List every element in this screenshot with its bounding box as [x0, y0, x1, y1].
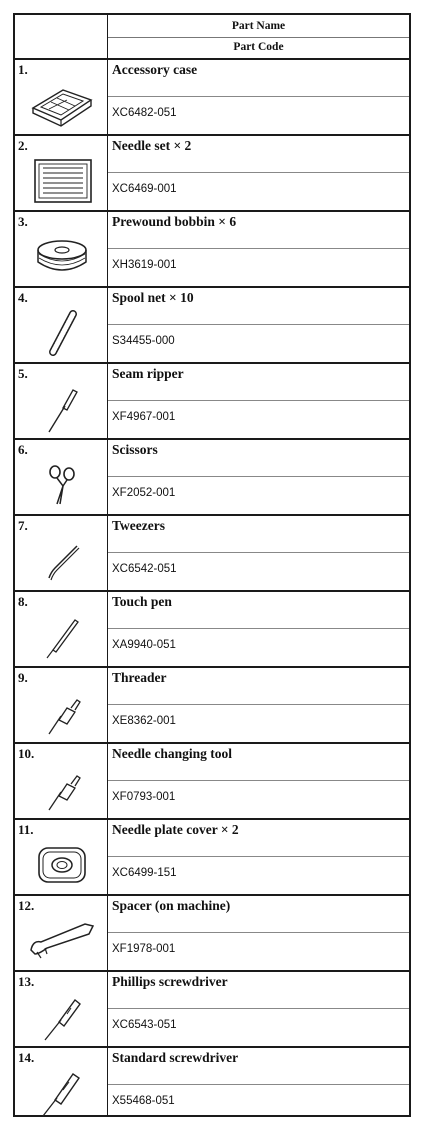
part-code: XC6542-051	[112, 563, 177, 575]
item-number: 10.	[18, 746, 35, 761]
part-code: XC6482-051	[112, 107, 177, 119]
table-row	[15, 60, 409, 136]
image-cell	[15, 896, 108, 970]
image-cell	[15, 440, 108, 514]
table-row	[15, 440, 409, 516]
item-number: 2.	[18, 138, 28, 153]
threader-icon	[27, 686, 97, 738]
needle-set-icon	[27, 154, 97, 206]
table-row	[15, 896, 409, 972]
standard-screwdriver-icon	[27, 1066, 97, 1118]
table-row	[15, 668, 409, 744]
image-cell	[15, 136, 108, 210]
image-cell	[15, 60, 108, 134]
item-number: 3.	[18, 214, 28, 229]
image-cell	[15, 516, 108, 590]
needle-plate-cover-icon	[27, 838, 97, 890]
parts-table	[13, 13, 411, 1117]
part-name: Needle changing tool	[112, 746, 232, 761]
item-number: 5.	[18, 366, 28, 381]
row-divider	[108, 856, 409, 857]
scissors-icon	[27, 458, 97, 510]
table-row	[15, 364, 409, 440]
row-divider	[108, 1084, 409, 1085]
accessory-case-icon	[27, 78, 97, 130]
item-number: 6.	[18, 442, 28, 457]
image-cell	[15, 592, 108, 666]
item-number: 14.	[18, 1050, 35, 1065]
row-divider	[108, 96, 409, 97]
bobbin-icon	[27, 230, 97, 282]
image-cell	[15, 744, 108, 818]
part-name: Touch pen	[112, 594, 172, 609]
phillips-screwdriver-icon	[27, 990, 97, 1042]
part-code: XF4967-001	[112, 411, 176, 423]
part-name: Scissors	[112, 442, 158, 457]
header-empty-cell	[15, 15, 108, 60]
part-name: Phillips screwdriver	[112, 974, 228, 989]
image-cell	[15, 972, 108, 1046]
row-divider	[108, 1008, 409, 1009]
row-divider	[108, 628, 409, 629]
table-row	[15, 592, 409, 668]
seam-ripper-icon	[27, 382, 97, 434]
header-part-name: Part Name	[108, 15, 409, 38]
table-row	[15, 972, 409, 1048]
tweezers-icon	[27, 534, 97, 586]
touch-pen-icon	[27, 610, 97, 662]
table-row	[15, 136, 409, 212]
row-divider	[108, 324, 409, 325]
table-row	[15, 744, 409, 820]
table-row	[15, 1048, 409, 1117]
row-divider	[108, 552, 409, 553]
part-code: XF1978-001	[112, 943, 176, 955]
row-divider	[108, 704, 409, 705]
part-code: XH3619-001	[112, 259, 177, 271]
table-row	[15, 820, 409, 896]
row-divider	[108, 476, 409, 477]
part-code: XA9940-051	[112, 639, 176, 651]
part-code: XC6499-151	[112, 867, 177, 879]
item-number: 12.	[18, 898, 35, 913]
needle-changing-tool-icon	[27, 762, 97, 814]
row-divider	[108, 172, 409, 173]
part-name: Spacer (on machine)	[112, 898, 231, 913]
part-code: XF2052-001	[112, 487, 176, 499]
row-divider	[108, 400, 409, 401]
part-code: XE8362-001	[112, 715, 176, 727]
part-name: Spool net × 10	[112, 290, 194, 305]
part-name: Tweezers	[112, 518, 165, 533]
part-name: Accessory case	[112, 62, 198, 77]
spool-net-icon	[27, 306, 97, 358]
part-code: XF0793-001	[112, 791, 176, 803]
spacer-icon	[27, 914, 97, 966]
part-name: Needle set × 2	[112, 138, 192, 153]
item-number: 1.	[18, 62, 28, 77]
part-name: Prewound bobbin × 6	[112, 214, 237, 229]
table-row	[15, 516, 409, 592]
part-name: Standard screwdriver	[112, 1050, 239, 1065]
image-cell	[15, 364, 108, 438]
item-number: 13.	[18, 974, 35, 989]
part-code: XC6543-051	[112, 1019, 177, 1031]
item-number: 11.	[18, 822, 34, 837]
header-part-code: Part Code	[108, 37, 409, 60]
item-number: 8.	[18, 594, 28, 609]
part-name: Threader	[112, 670, 167, 685]
image-cell	[15, 1048, 108, 1117]
image-cell	[15, 212, 108, 286]
row-divider	[108, 248, 409, 249]
table-row	[15, 288, 409, 364]
part-code: S34455-000	[112, 335, 175, 347]
row-divider	[108, 932, 409, 933]
row-divider	[108, 780, 409, 781]
image-cell	[15, 288, 108, 362]
part-name: Seam ripper	[112, 366, 184, 381]
image-cell	[15, 820, 108, 894]
part-code: XC6469-001	[112, 183, 177, 195]
item-number: 4.	[18, 290, 28, 305]
part-name: Needle plate cover × 2	[112, 822, 239, 837]
image-cell	[15, 668, 108, 742]
item-number: 7.	[18, 518, 28, 533]
table-row	[15, 212, 409, 288]
item-number: 9.	[18, 670, 28, 685]
part-code: X55468-051	[112, 1095, 175, 1107]
